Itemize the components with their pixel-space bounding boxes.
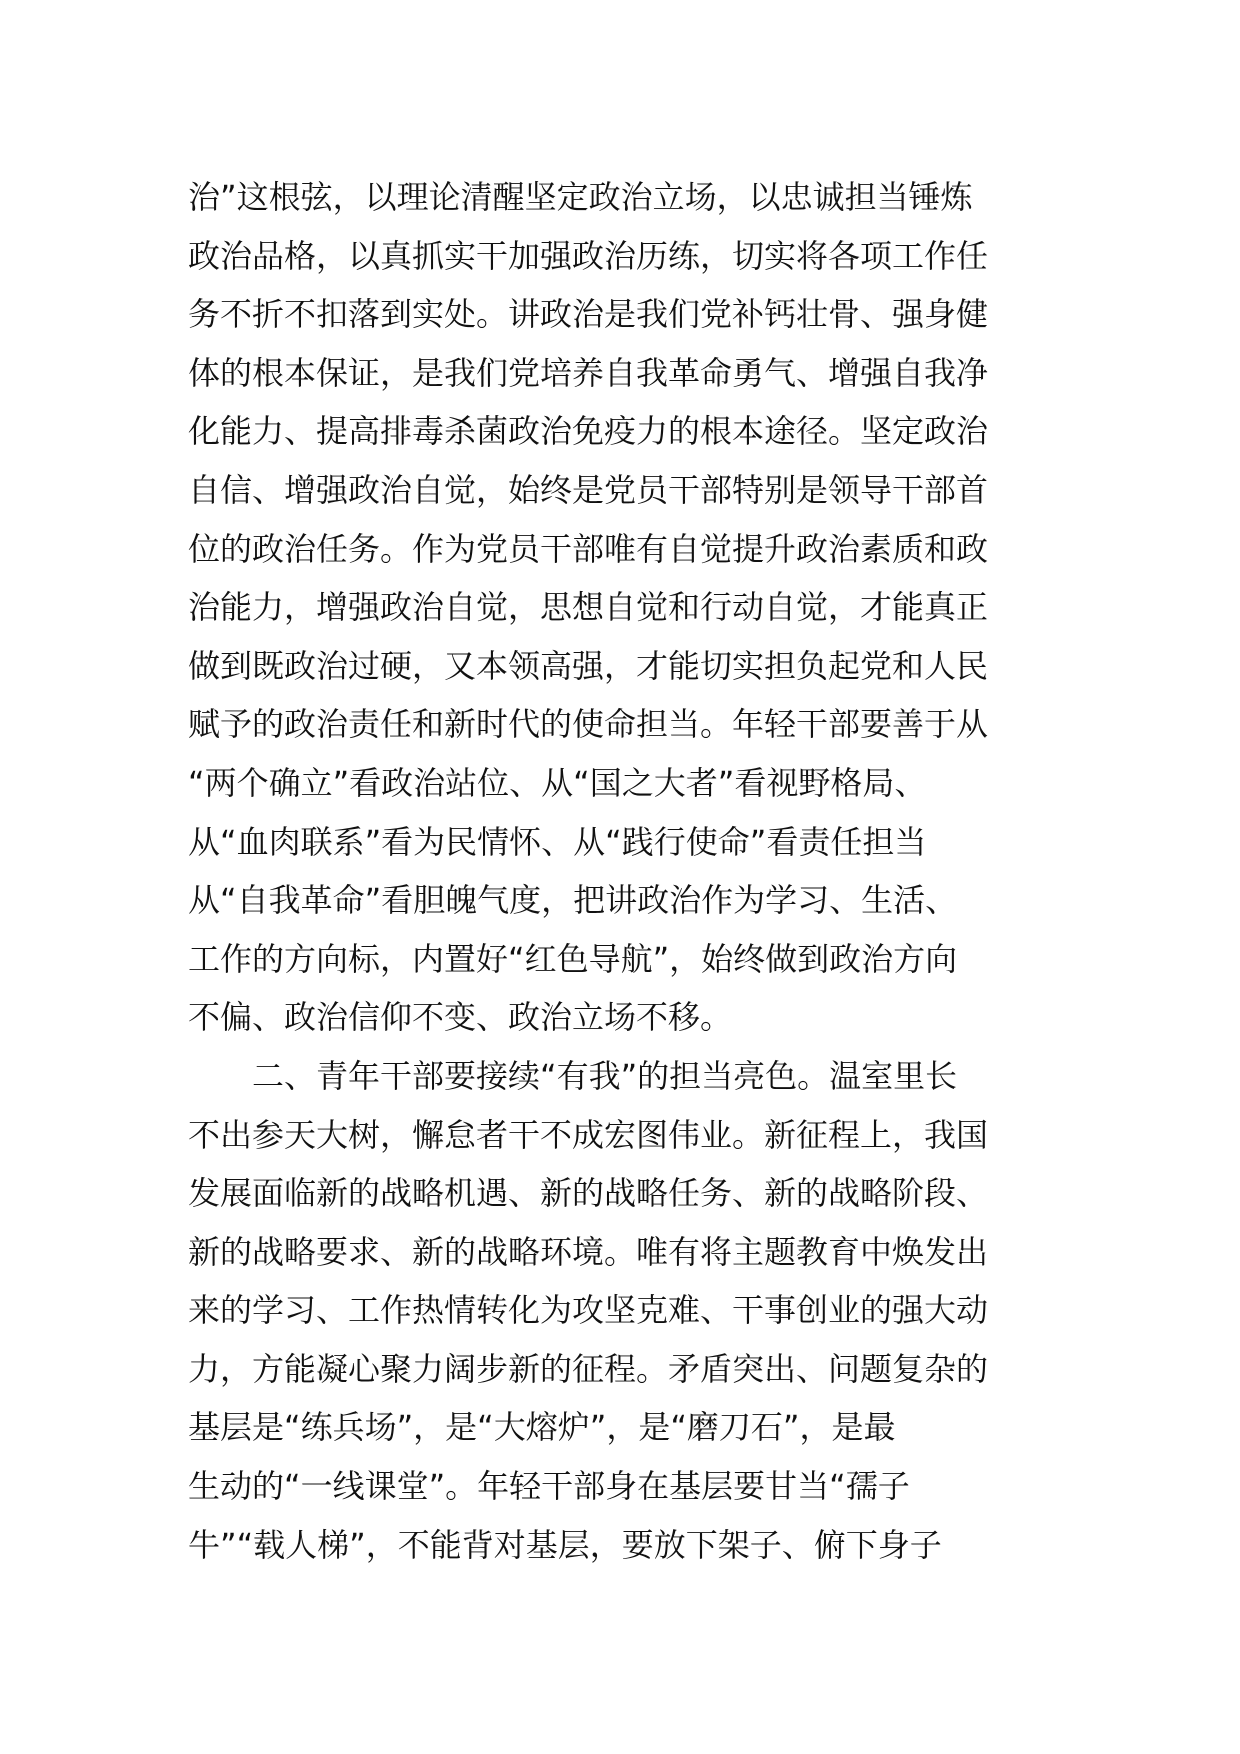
text-line-9: 做到既政治过硬，又本领高强，才能切实担负起党和人民	[188, 646, 989, 685]
text-line-21: 力，方能凝心聚力阔步新的征程。矛盾突出、问题复杂的	[188, 1349, 989, 1388]
text-line-6: 自信、增强政治自觉，始终是党员干部特别是领导干部首	[188, 470, 989, 509]
text-line-19: 新的战略要求、新的战略环境。唯有将主题教育中焕发出	[188, 1232, 989, 1271]
text-line-15: 不偏、政治信仰不变、政治立场不移。	[188, 998, 733, 1037]
text-line-22: 基层是“练兵场”，是“大熔炉”，是“磨刀石”，是最	[188, 1408, 896, 1447]
text-line-23: 生动的“一线课堂”。年轻干部身在基层要甘当“孺子	[188, 1467, 910, 1506]
text-line-20: 来的学习、工作热情转化为攻坚克难、干事创业的强大动	[188, 1291, 989, 1330]
text-line-1: 治”这根弦，以理论清醒坚定政治立场，以忠诚担当锤炼	[188, 178, 973, 216]
text-line-3: 务不折不扣落到实处。讲政治是我们党补钙壮骨、强身健	[188, 295, 989, 334]
text-line-7: 位的政治任务。作为党员干部唯有自觉提升政治素质和政	[188, 529, 989, 568]
text-line-18: 发展面临新的战略机遇、新的战略任务、新的战略阶段、	[188, 1174, 989, 1213]
text-line-11: “两个确立”看政治站位、从“国之大者”看视野格局、	[188, 763, 927, 802]
text-line-12: 从“血肉联系”看为民情怀、从“践行使命”看责任担当	[188, 822, 927, 861]
text-line-5: 化能力、提高排毒杀菌政治免疫力的根本途径。坚定政治	[188, 412, 989, 451]
text-line-14: 工作的方向标，内置好“红色导航”，始终做到政治方向	[188, 939, 958, 978]
text-line-24: 牛”“载人梯”，不能背对基层，要放下架子、俯下身子	[188, 1525, 942, 1564]
text-line-17: 不出参天大树，懈怠者干不成宏图伟业。新征程上，我国	[188, 1115, 989, 1154]
text-line-8: 治能力，增强政治自觉，思想自觉和行动自觉，才能真正	[188, 588, 989, 627]
text-line-10: 赋予的政治责任和新时代的使命担当。年轻干部要善于从	[188, 705, 989, 744]
body-text	[188, 168, 1058, 1574]
text-line-13: 从“自我革命”看胆魄气度，把讲政治作为学习、生活、	[188, 881, 958, 920]
text-line-4: 体的根本保证，是我们党培养自我革命勇气、增强自我净	[188, 353, 989, 392]
section-heading-line: 二、青年干部要接续“有我”的担当亮色。温室里长	[252, 1056, 958, 1095]
text-line-2: 政治品格，以真抓实干加强政治历练，切实将各项工作任	[188, 236, 989, 275]
